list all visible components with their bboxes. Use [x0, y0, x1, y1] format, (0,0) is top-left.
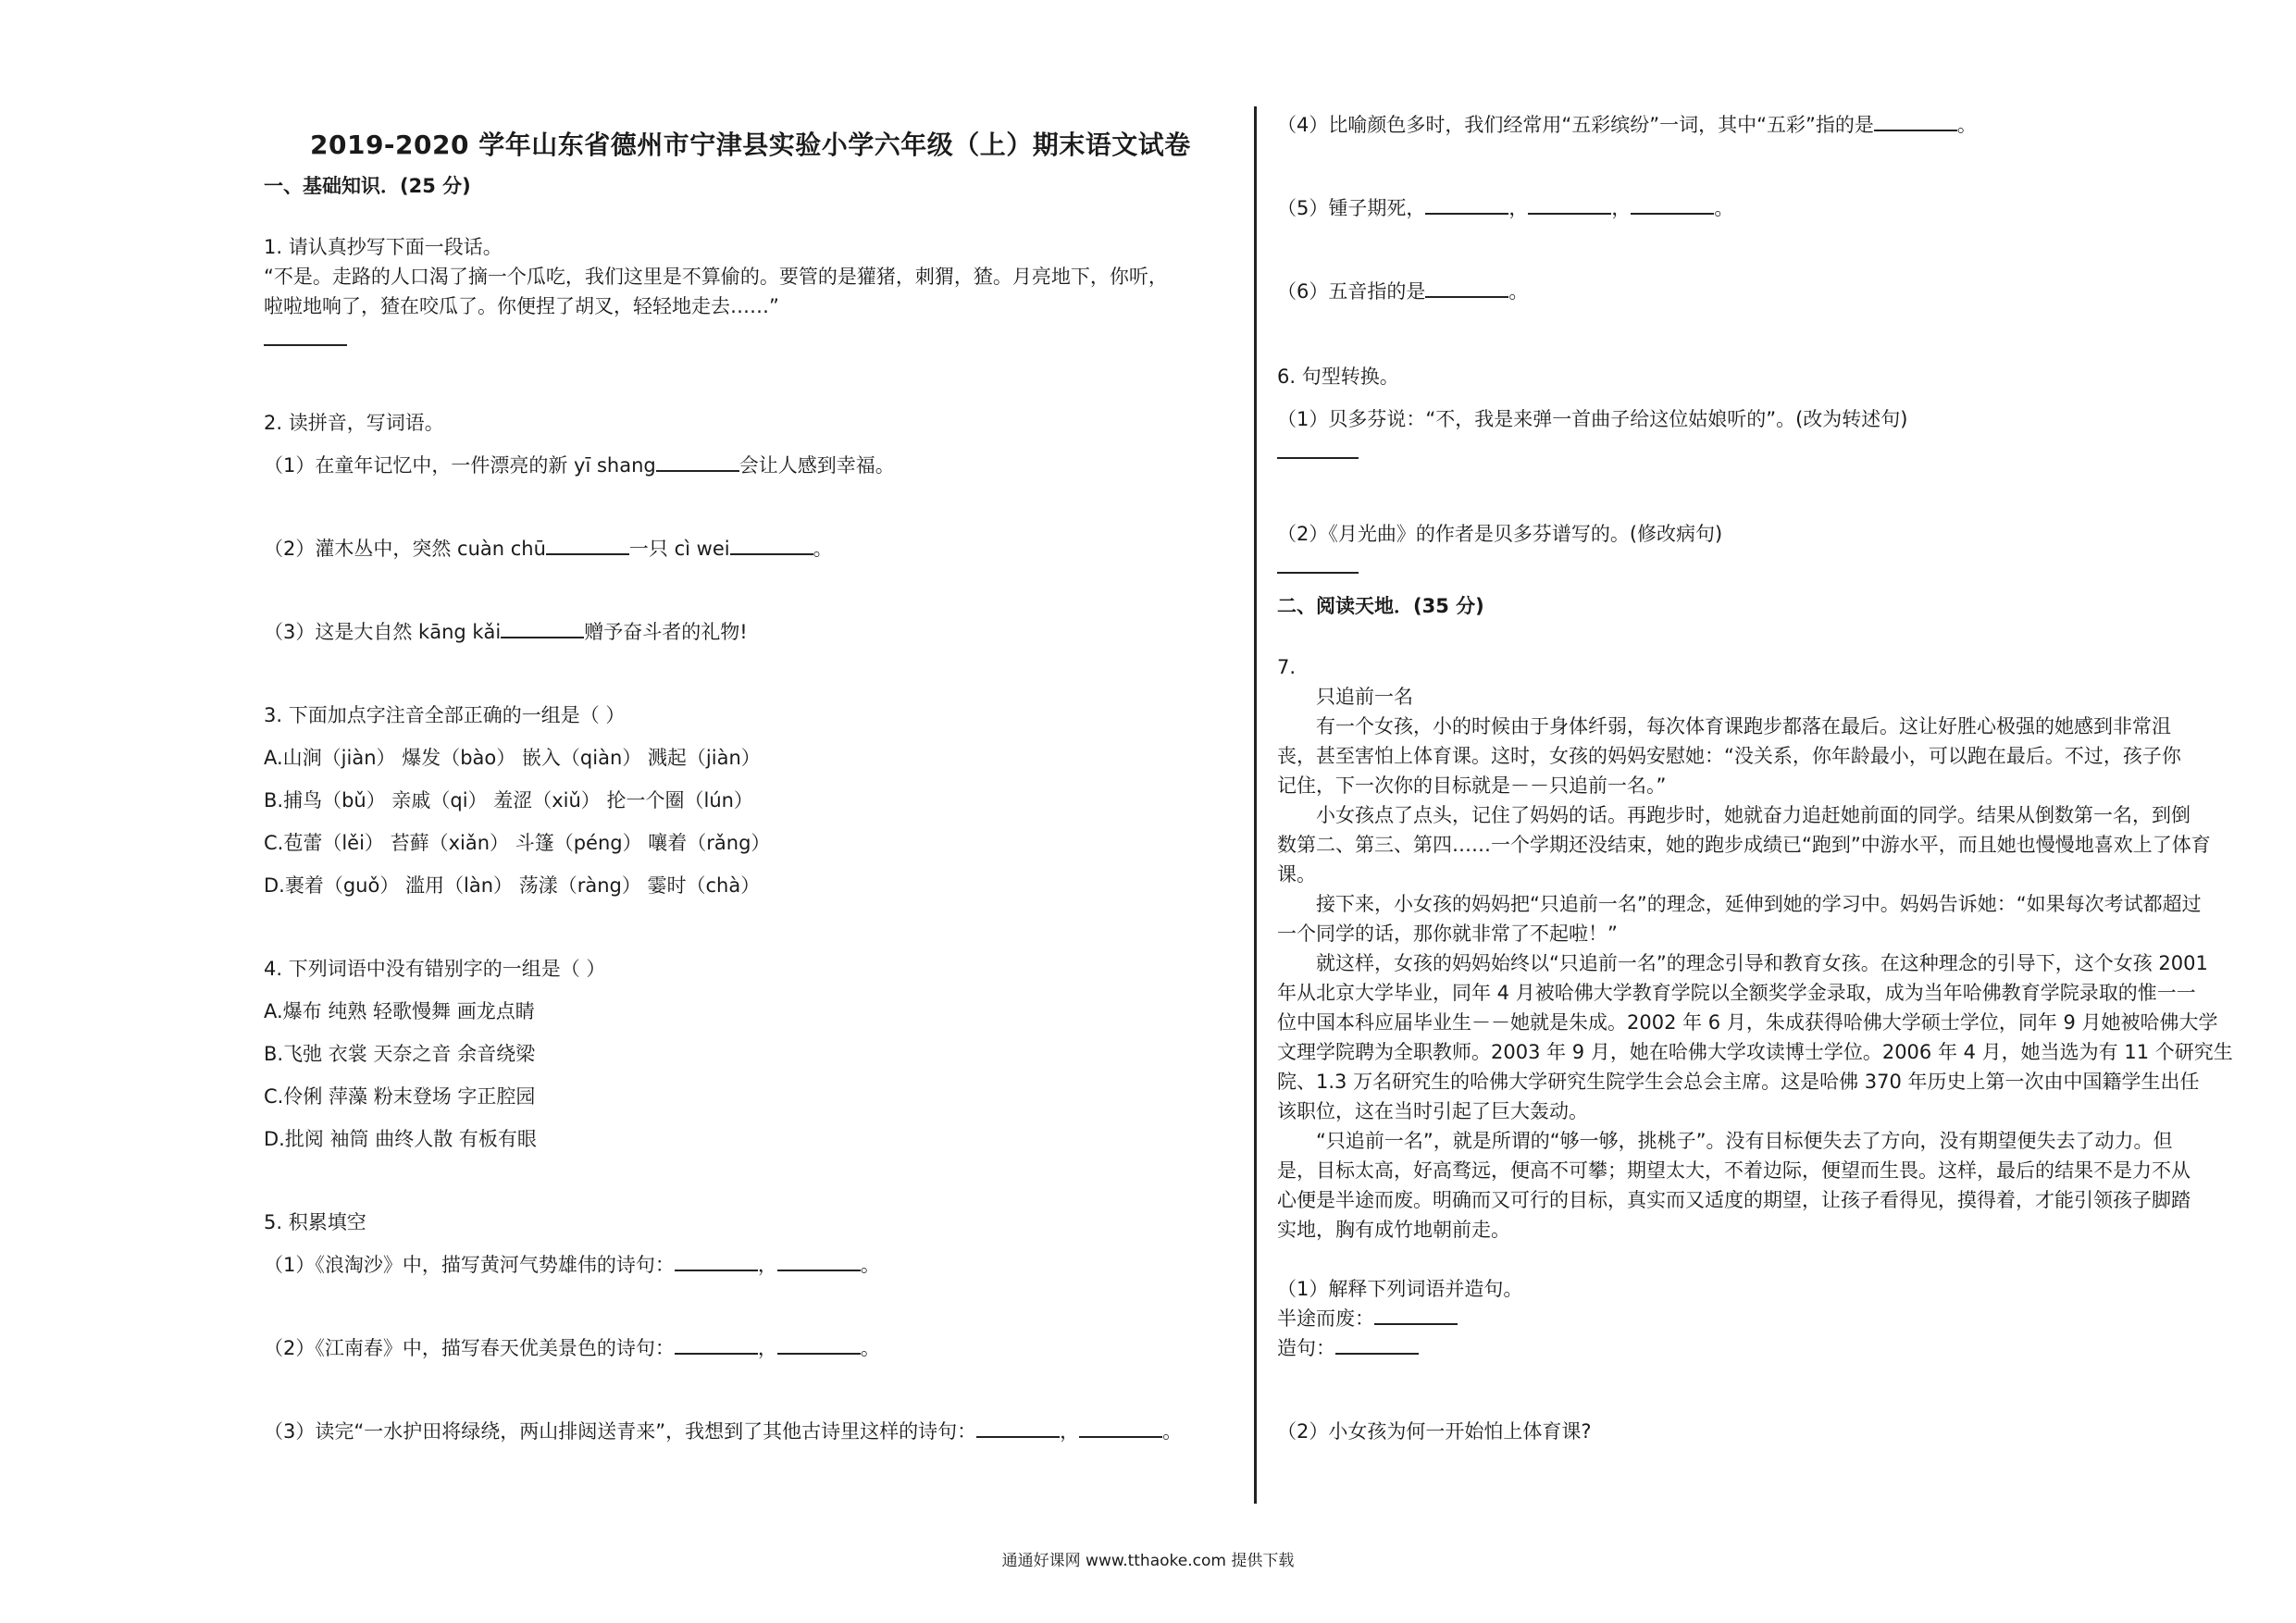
question-5: 5. 积累填空 [264, 1211, 366, 1233]
answer-blank [777, 1251, 861, 1271]
passage-line: 有一个女孩，小的时候由于身体纤弱，每次体育课跑步都落在最后。这让好胜心极强的她感到非常沮 [1316, 715, 2171, 737]
passage-line: 心便是半途而废。明确而又可行的目标，真实而又适度的期望，让孩子看得见，摸得着，才能引领孩子脚踏 [1277, 1189, 2191, 1211]
passage-line: 小女孩点了点头，记住了妈妈的话。再跑步时，她就奋力追赶她前面的同学。结果从倒数第一名，到倒 [1316, 804, 2191, 826]
question-5-item-4: （4）比喻颜色多时，我们经常用“五彩缤纷”一词，其中“五彩”指的是 。 [1277, 111, 1977, 139]
question-1: 1. 请认真抄写下面一段话。 [264, 236, 503, 258]
question-7-item-1: （1）解释下列词语并造句。 [1277, 1278, 1523, 1300]
question-2-item-1: （1）在童年记忆中，一件漂亮的新 yī shang 会让人感到幸福。 [264, 452, 895, 479]
answer-blank [546, 535, 629, 555]
question-5-item-5: （5）锺子期死， ， ， 。 [1277, 194, 1733, 222]
question-1-text-line-1: “不是。走路的人口渴了摘一个瓜吃，我们这里是不算偷的。要管的是獾猪，刺猬，猹。月亮地下，你听， [264, 266, 1168, 288]
question-3: 3. 下面加点字注音全部正确的一组是（ ） [264, 704, 626, 726]
passage-line: 数第二、第三、第四……一个学期还没结束，她的跑步成绩已“跑到”中游水平，而且她也慢慢地喜欢上了体育 [1277, 834, 2211, 856]
question-3-option-a: A.山涧（jiàn） 爆发（bào） 嵌入（qiàn） 溅起（jiàn） [264, 747, 761, 769]
question-5-item-1: （1）《浪淘沙》中，描写黄河气势雄伟的诗句： ， 。 [264, 1251, 880, 1279]
answer-blank [1079, 1418, 1162, 1438]
passage-line: 该职位，这在当时引起了巨大轰动。 [1277, 1100, 1588, 1122]
passage-line: 文理学院聘为全职教师。2003 年 9 月，她在哈佛大学攻读博士学位。2006 年 4 月，她当选为有 11 个研究生 [1277, 1041, 2233, 1063]
passage-line: 接下来，小女孩的妈妈把“只追前一名”的理念，延伸到她的学习中。妈妈告诉她：“如果每次考试都超过 [1316, 893, 2202, 915]
passage-title: 只追前一名 [1316, 686, 1413, 708]
passage-line: 年从北京大学毕业，同年 4 月被哈佛大学教育学院以全额奖学金录取，成为当年哈佛教育学院录取的惟一一 [1277, 982, 2196, 1004]
column-divider [1254, 106, 1257, 1504]
answer-blank [1528, 194, 1611, 215]
question-4-option-c: C.伶俐 萍藻 粉末登场 字正腔园 [264, 1085, 536, 1108]
answer-blank [1874, 111, 1957, 131]
answer-blank [1335, 1334, 1419, 1355]
answer-blank [1631, 194, 1714, 215]
answer-blank [976, 1418, 1060, 1438]
question-7-item-1-b: 造句： [1277, 1334, 1419, 1362]
passage-line: 记住，下一次你的目标就是－－只追前一名。” [1277, 774, 1667, 797]
section-heading-2: 二、阅读天地．(35 分) [1277, 595, 1484, 617]
question-6-item-2: （2）《月光曲》的作者是贝多芬谱写的。(修改病句) [1277, 523, 1723, 545]
question-2-item-3: （3）这是大自然 kāng kǎi 赠予奋斗者的礼物! [264, 618, 748, 646]
answer-blank [501, 618, 584, 638]
passage-line: 实地，胸有成竹地朝前走。 [1277, 1219, 1510, 1241]
answer-blank [1425, 278, 1508, 298]
question-6: 6. 句型转换。 [1277, 365, 1399, 388]
answer-blank [1425, 194, 1508, 215]
question-4-option-d: D.批阅 袖筒 曲终人散 有板有眼 [264, 1128, 537, 1150]
question-7-item-1-a: 半途而废： [1277, 1305, 1458, 1332]
question-4: 4. 下列词语中没有错别字的一组是（ ） [264, 958, 606, 980]
question-3-option-c: C.苞蕾（lěi） 苔藓（xiǎn） 斗篷（péng） 嚷着（rǎng） [264, 832, 771, 854]
question-1-text-line-2: 啦啦地响了，猹在咬瓜了。你便捏了胡叉，轻轻地走去……” [264, 295, 779, 317]
question-4-option-b: B.飞弛 衣裳 天奈之音 余音绕梁 [264, 1043, 536, 1065]
answer-blank [1374, 1305, 1458, 1325]
answer-blank [1277, 457, 1359, 459]
question-5-item-6: （6）五音指的是 。 [1277, 278, 1528, 305]
passage-line: 课。 [1277, 863, 1316, 886]
question-5-item-2: （2）《江南春》中，描写春天优美景色的诗句： ， 。 [264, 1334, 880, 1362]
section-heading-1: 一、基础知识．(25 分) [264, 175, 471, 197]
answer-blank [656, 452, 739, 472]
answer-blank [264, 344, 347, 346]
question-2-item-2: （2）灌木丛中，突然 cuàn chū 一只 cì wei 。 [264, 535, 833, 563]
question-3-option-b: B.捕鸟（bǔ） 亲戚（qi） 羞涩（xiǔ） 抡一个圈（lún） [264, 789, 753, 812]
answer-blank [675, 1251, 758, 1271]
question-2: 2. 读拼音，写词语。 [264, 412, 444, 434]
answer-blank [730, 535, 813, 555]
page-title: 2019-2020 学年山东省德州市宁津县实验小学六年级（上）期末语文试卷 [310, 130, 1191, 160]
passage-line: 位中国本科应届毕业生－－她就是朱成。2002 年 6 月，朱成获得哈佛大学硕士学位，同年 9 月她被哈佛大学 [1277, 1011, 2218, 1034]
question-3-option-d: D.裹着（guǒ） 滥用（làn） 荡漾（ràng） 霎时（chà） [264, 874, 761, 897]
answer-blank [675, 1334, 758, 1355]
passage-line: 就这样，女孩的妈妈始终以“只追前一名”的理念引导和教育女孩。在这种理念的引导下，这个女孩 2001 [1316, 952, 2208, 974]
page-footer: 通通好课网 www.tthaoke.com 提供下载 [1001, 1552, 1295, 1570]
question-4-option-a: A.爆布 纯熟 轻歌慢舞 画龙点睛 [264, 1000, 535, 1022]
question-5-item-3: （3）读完“一水护田将绿绕，两山排闼送青来”，我想到了其他古诗里这样的诗句： ， 。 [264, 1418, 1182, 1445]
passage-line: 是，目标太高，好高骛远，便高不可攀；期望太大，不着边际，便望而生畏。这样，最后的结果不是力不从 [1277, 1159, 2191, 1182]
passage-line: 一个同学的话，那你就非常了不起啦！” [1277, 923, 1618, 945]
question-7-item-2: （2）小女孩为何一开始怕上体育课? [1277, 1420, 1592, 1443]
passage-line: 丧，甚至害怕上体育课。这时，女孩的妈妈安慰她：“没关系，你年龄最小，可以跑在最后。不过，孩子你 [1277, 745, 2181, 767]
answer-blank [1277, 572, 1359, 574]
answer-blank [777, 1334, 861, 1355]
passage-line: “只追前一名”，就是所谓的“够一够，挑桃子”。没有目标便失去了方向，没有期望便失去了动力。但 [1316, 1130, 2173, 1152]
question-6-item-1: （1）贝多芬说：“不，我是来弹一首曲子给这位姑娘听的”。(改为转述句) [1277, 408, 1908, 430]
passage-line: 院、1.3 万名研究生的哈佛大学研究生院学生会总会主席。这是哈佛 370 年历史上第一次由中国籍学生出任 [1277, 1071, 2200, 1093]
question-7: 7. [1277, 656, 1297, 678]
